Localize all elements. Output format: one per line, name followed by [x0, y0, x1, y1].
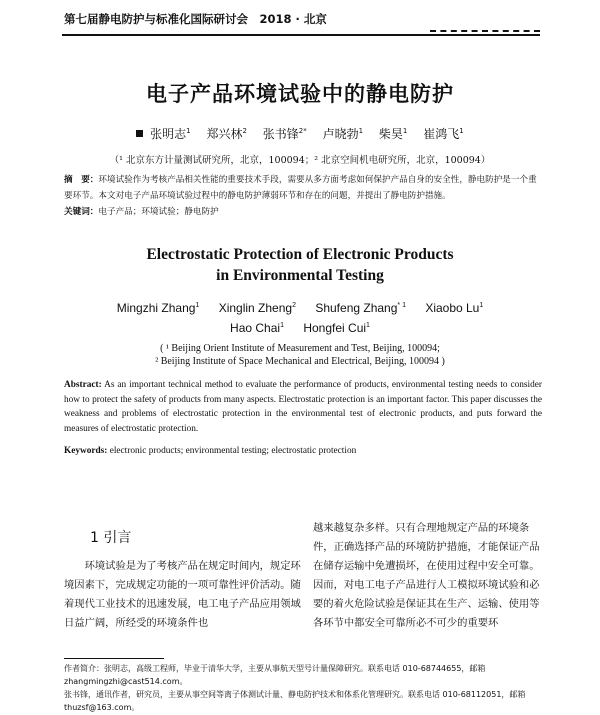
paper-title-en-line2: in Environmental Testing [216, 267, 384, 284]
body-right-column: 越来越复杂多样。只有合理地规定产品的环境条件，正确选择产品的环境防护措施，才能保证产品在储存运输中免遭损坏，在使用过程中安全可靠。因而，对电工电子产品进行人工模拟环境试验和必要的着火危险试验是保证其在生产、运输、使用等各环节中都安全可靠所必不可少的重要环 [313, 522, 540, 629]
paper-title-cn: 电子产品环境试验中的静电防护 [146, 82, 454, 106]
conference-header: 第七届静电防护与标准化国际研讨会 2018 · 北京 [64, 12, 327, 26]
author-cn-sup: 1 [459, 127, 464, 135]
author-en [230, 321, 284, 335]
author-en-name: Hongfei Cui [303, 321, 367, 335]
keywords-en-label: Keywords: [64, 446, 108, 456]
author-en [117, 301, 200, 315]
author-en-name: Hao Chai [230, 321, 281, 335]
authors-en-line1 [0, 297, 600, 317]
author-en-name: Shufeng Zhang [315, 301, 398, 315]
author-en-name: Xiaobo Lu [425, 301, 480, 315]
footnote-rule [64, 658, 164, 659]
abstract-en-text: As an important technical method to evaluate the performance of products, environmental testing needs to consider how to protect the safety of products from many aspects. Electrostatic protection is an important factor. This paper discusses the weakness and problems of electrostatic protection in the environmental test of electronic products, and puts forward the measures of electrostatic protection. [64, 380, 542, 434]
header-rule [62, 34, 540, 36]
author-cn: 张书锋 [262, 127, 299, 141]
author-cn-sup: 1 [358, 127, 364, 135]
paper-title-en [0, 244, 600, 286]
keywords-cn [64, 204, 540, 220]
author-cn-sup: 1 [402, 127, 408, 135]
abstract-cn-block [64, 172, 540, 220]
author-en-name: Mingzhi Zhang [116, 301, 196, 315]
authors-en-line2 [0, 317, 600, 337]
author-cn-sup: 1 [186, 127, 191, 135]
author-cn-sup: 2* [298, 127, 307, 135]
author-en [219, 301, 296, 315]
authors-cn [0, 125, 600, 142]
keywords-en-text: electronic products; environmental testing; electrostatic protection [109, 446, 357, 456]
affiliation-en [0, 342, 600, 368]
author-en-sup: 1 [280, 322, 284, 329]
abstract-en-label: Abstract: [64, 380, 102, 390]
author-en-sup: 2 [292, 302, 296, 309]
author-en-sup: 1 [366, 322, 370, 329]
author-marker-icon [136, 130, 143, 137]
authors-en [0, 297, 600, 337]
author-en-name: Xinglin Zheng [218, 301, 293, 315]
author-cn: 张明志 [150, 127, 187, 141]
abstract-cn-label: 摘 要： [64, 175, 99, 185]
paper-title-en-line1: Electrostatic Protection of Electronic Products [146, 246, 454, 263]
author-en [315, 301, 406, 315]
abstract-cn-text: 环境试验作为考核产品相关性能的重要技术手段，需要从多方面考虑如何保护产品自身的安全性，静电防护是一个重要环节。本文对电子产品环境试验过程中的静电防护薄弱环节和存在的问题，并提出了静电防护措施。 [64, 175, 537, 201]
section-heading-intro: 1 引言 [90, 530, 132, 546]
author-cn: 柴昊 [378, 127, 403, 141]
affiliation-en-line1: ( ¹ Beijing Orient Institute of Measurement and Test, Beijing, 100094; [160, 343, 440, 354]
author-cn: 崔鸿飞 [423, 127, 460, 141]
author-en-sup: * 1 [397, 302, 406, 309]
author-en [303, 321, 370, 335]
affiliation-cn: （¹ 北京东方计量测试研究所，北京，100094；² 北京空间机电研究所，北京，100094） [109, 155, 491, 166]
keywords-en [64, 446, 542, 456]
keywords-cn-text: 电子产品；环境试验；静电防护 [98, 207, 219, 217]
author-cn: 郑兴林 [206, 127, 243, 141]
body-left-column: 环境试验是为了考核产品在规定时间内，规定环境因素下，完成规定功能的一项可靠性评价活动。随着现代工业技术的迅速发展，电工电子产品应用领域日益广阔，所经受的环境条件也 [64, 560, 301, 629]
footnote-author-bio: 作者简介：张明志，高级工程师，毕业于清华大学，主要从事航天型号计量保障研究。联系电话 010-68744655，邮箱 zhangmingzhi@cast514.com。 [64, 664, 486, 686]
footnote-corresponding-author: 张书锋，通讯作者，研究员，主要从事空间等离子体测试计量、静电防护技术和体系化管理研究。联系电话 010-68112051，邮箱 thuzsf@163.com。 [64, 690, 526, 712]
author-cn-sup: 2 [242, 127, 247, 135]
abstract-cn [64, 172, 540, 204]
author-en-sup: 1 [479, 302, 484, 309]
author-en-sup: 1 [195, 302, 200, 309]
abstract-en [64, 378, 542, 436]
author-en [425, 301, 483, 315]
keywords-cn-label: 关键词： [64, 207, 99, 217]
header-dash-line [430, 30, 540, 32]
author-cn: 卢晓勃 [322, 127, 359, 141]
affiliation-en-line2: ² Beijing Institute of Space Mechanical and Electrical, Beijing, 100094 ) [155, 356, 445, 367]
